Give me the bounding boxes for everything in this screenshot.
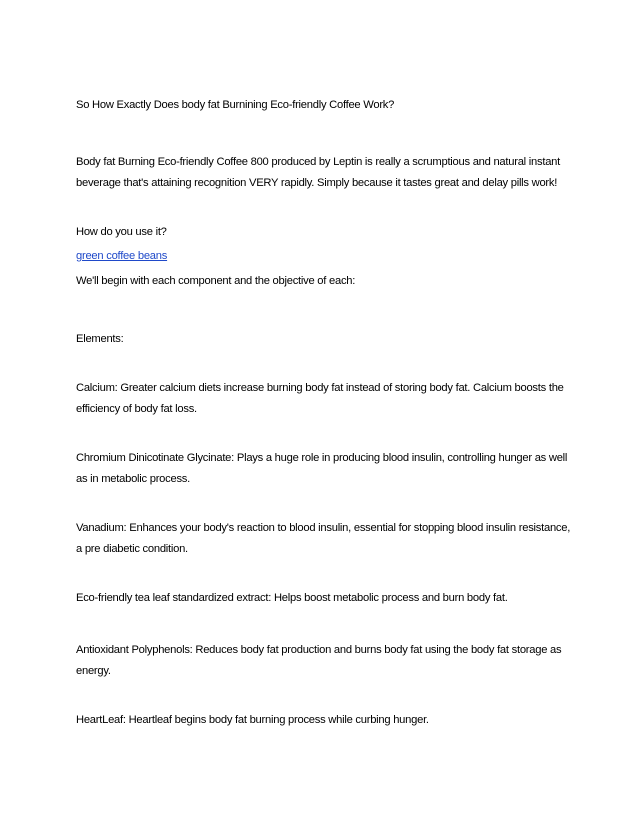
vanadium-paragraph: Vanadium: Enhances your body's reaction to blood insulin, essential for stopping blood insulin resistance, a pre diabetic condition. [76,522,571,555]
begin-line: We'll begin with each component and the objective of each: [76,275,356,287]
calcium-paragraph: Calcium: Greater calcium diets increase burning body fat instead of storing body fat. Calcium boosts the efficiency of body fat loss. [76,382,564,415]
heartleaf-paragraph: HeartLeaf: Heartleaf begins body fat burning process while curbing hunger. [76,714,429,726]
question-line: How do you use it? [76,226,167,238]
chromium-paragraph: Chromium Dinicotinate Glycinate: Plays a huge role in producing blood insulin, controlling hunger as well as in metabolic process. [76,452,568,485]
elements-label: Elements: [76,333,124,345]
article-heading: So How Exactly Does body fat Burnining Eco-friendly Coffee Work? [76,99,395,111]
intro-paragraph: Body fat Burning Eco-friendly Coffee 800 produced by Leptin is really a scrumptious and natural instant beverage that's attaining recognition VERY rapidly. Simply because it tastes great and delay pills work! [76,156,560,189]
green-coffee-beans-link[interactable]: green coffee beans [76,250,168,262]
green-coffee-link-line [76,246,576,267]
antioxidant-paragraph: Antioxidant Polyphenols: Reduces body fat production and burns body fat using the body fat storage as energy. [76,644,562,677]
green-tea-paragraph: Eco-friendly tea leaf standardized extract: Helps boost metabolic process and burn body fat. [76,592,508,604]
